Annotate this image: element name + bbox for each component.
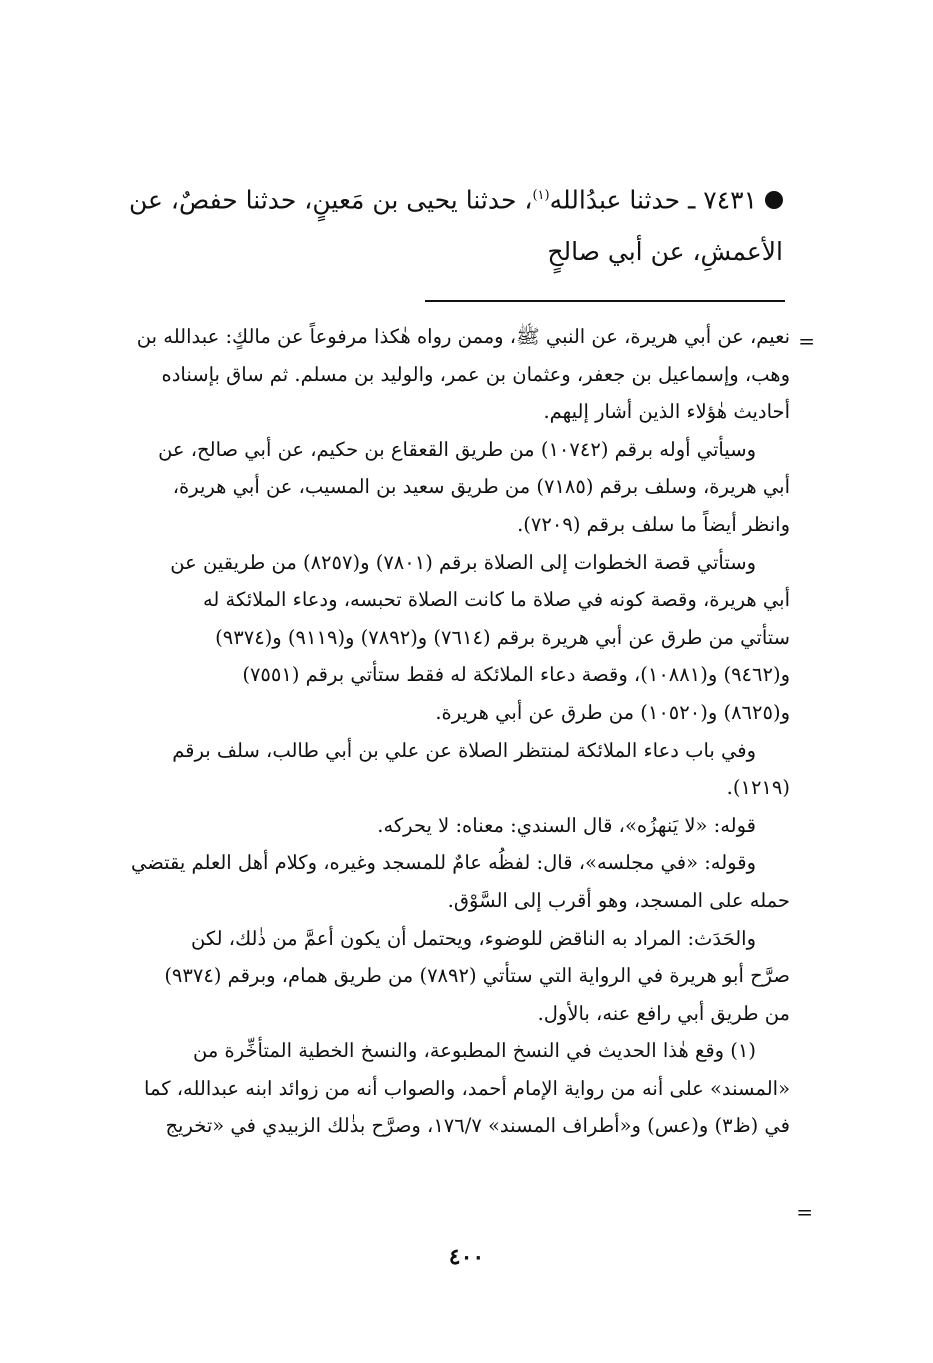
footnote-line: حمله على المسجد، وهو أقرب إلى السَّوْق. bbox=[447, 888, 790, 912]
footnote-divider bbox=[425, 300, 785, 302]
footnote-line: وفي باب دعاء الملائكة لمنتظر الصلاة عن علي بن أبي طالب، سلف برقم bbox=[172, 738, 756, 762]
footnote-reference: (١) bbox=[532, 188, 550, 203]
footnote-line: (١٢١٩). bbox=[726, 776, 790, 800]
hadith-line-2: الأعمشِ، عن أبي صالحٍ bbox=[547, 237, 783, 267]
footnote-line: «المسند» على أنه من رواية الإمام أحمد، والصواب أنه من زوائد ابنه عبدالله، كما bbox=[144, 1076, 790, 1100]
footnote-line: وانظر أيضاً ما سلف برقم (٧٢٠٩). bbox=[517, 512, 790, 536]
footnote-line: وستأتي قصة الخطوات إلى الصلاة برقم (٧٨٠١) و(٨٢٥٧) من طريقين عن bbox=[170, 550, 756, 574]
footnote-line: أبي هريرة، وقصة كونه في صلاة ما كانت الصلاة تحبسه، ودعاء الملائكة له bbox=[202, 588, 790, 612]
footnote-line: أبي هريرة، وسلف برقم (٧١٨٥) من طريق سعيد بن المسيب، عن أبي هريرة، bbox=[172, 475, 790, 499]
footnote-line: وسيأتي أوله برقم (١٠٧٤٢) من طريق القعقاع بن حكيم، عن أبي صالح، عن bbox=[158, 437, 756, 461]
hadith-chain-start: ـ حدثنا عبدُالله bbox=[549, 185, 696, 215]
hadith-number: ٧٤٣١ bbox=[703, 185, 757, 215]
footnote-line: والحَدَث: المراد به الناقض للوضوء، ويحتمل أن يكون أعمَّ من ذٰلك، لكن bbox=[191, 926, 756, 950]
footnote-line: أحاديث هٰؤلاء الذين أشار إليهم. bbox=[543, 400, 790, 424]
footnote-line: (١) وقع هٰذا الحديث في النسخ المطبوعة، والنسخ الخطية المتأخِّرة من bbox=[193, 1039, 756, 1063]
footnote-paragraph bbox=[85, 844, 790, 919]
footnote-line: من طريق أبي رافع عنه، بالأول. bbox=[537, 1001, 790, 1025]
footnote-paragraph bbox=[85, 544, 790, 732]
footnote-line: ستأتي من طرق عن أبي هريرة برقم (٧٦١٤) و(٧٨٩٢) و(٩١١٩) و(٩٣٧٤) bbox=[215, 625, 790, 649]
bullet-icon bbox=[765, 191, 783, 209]
footnote-paragraph bbox=[85, 732, 790, 807]
footnotes bbox=[85, 318, 790, 1145]
footnote-line: و(٨٦٢٥) و(١٠٥٢٠) من طرق عن أبي هريرة. bbox=[435, 700, 790, 724]
footnote-line: نعيم، عن أبي هريرة، عن النبي ﷺ، وممن رواه هٰكذا مرفوعاً عن مالكٍ: عبدالله بن bbox=[136, 325, 790, 348]
hadith-line-1 bbox=[83, 170, 783, 226]
footnote-paragraph bbox=[85, 807, 790, 845]
footnote-line: في (ظ٣) و(عس) و«أطراف المسند» ١٧٦/٧، وصرَّح بذٰلك الزبيدي في «تخريج bbox=[165, 1114, 790, 1138]
footnote-paragraph bbox=[85, 431, 790, 544]
footnote-line: وقوله: «في مجلسه»، قال: لفظُه عامٌ للمسجد وغيره، وكلام أهل العلم يقتضي bbox=[130, 851, 756, 875]
continuation-mark-bottom: = bbox=[796, 1200, 813, 1224]
hadith-chain-rest: ، حدثنا يحيى بن مَعينٍ، حدثنا حفصٌ، عن bbox=[129, 185, 533, 215]
footnote-paragraph bbox=[85, 318, 790, 431]
footnote-line: وهب، وإسماعيل بن جعفر، وعثمان بن عمر، والوليد بن مسلم. ثم ساق بإسناده bbox=[161, 362, 790, 386]
footnote-line: قوله: «لا يَنهزُه»، قال السندي: معناه: لا يحركه. bbox=[377, 813, 756, 837]
footnote-paragraph bbox=[85, 920, 790, 1033]
hadith-text bbox=[83, 170, 783, 278]
footnote-paragraph bbox=[85, 1032, 790, 1145]
footnote-line: و(٩٤٦٢) و(١٠٨٨١)، وقصة دعاء الملائكة له فقط ستأتي برقم (٧٥٥١) bbox=[242, 663, 790, 687]
continuation-mark-top: = bbox=[798, 329, 815, 353]
page-number: ٤٠٠ bbox=[448, 1244, 485, 1270]
footnote-line: صرَّح أبو هريرة في الرواية التي ستأتي (٧٨٩٢) من طريق همام، وبرقم (٩٣٧٤) bbox=[164, 964, 790, 988]
